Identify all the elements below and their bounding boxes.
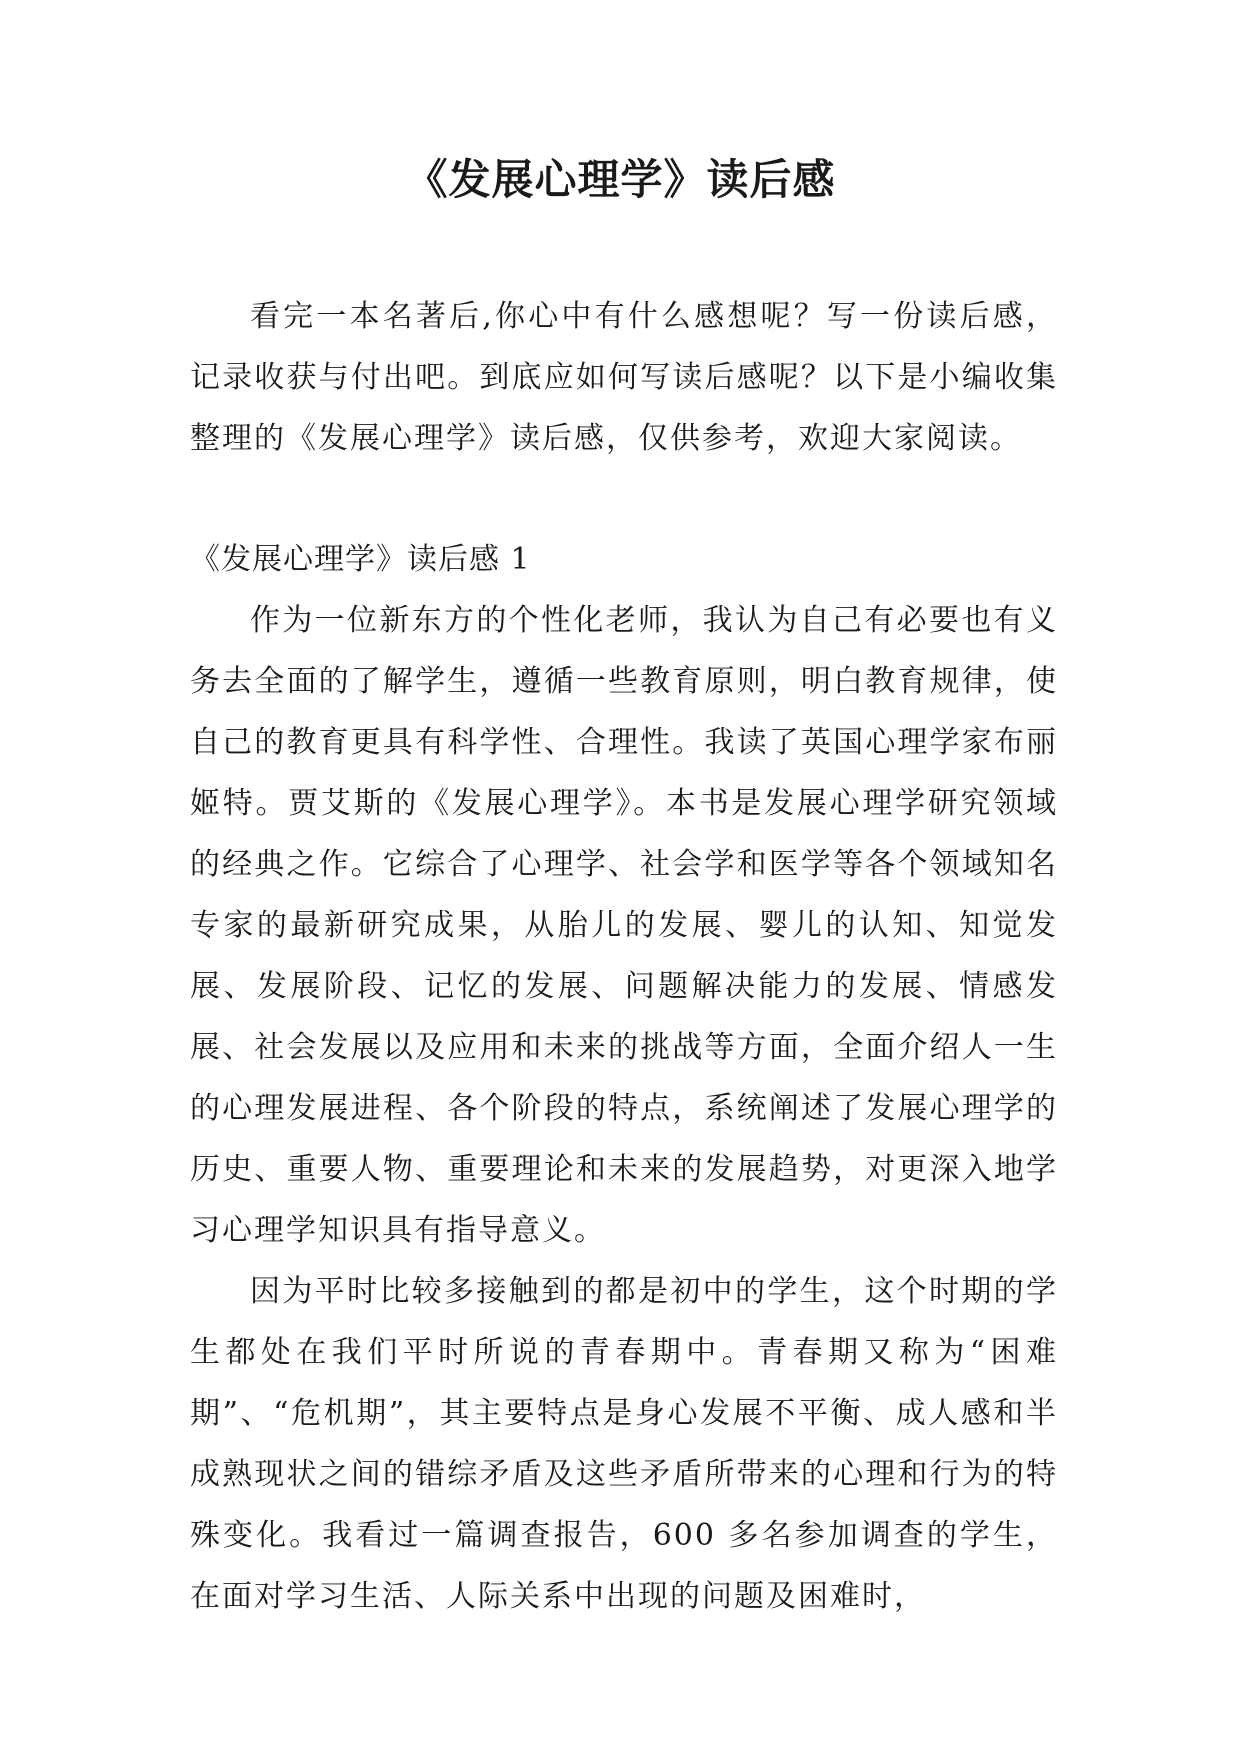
body-paragraph-2: 因为平时比较多接触到的都是初中的学生，这个时期的学生都处在我们平时所说的青春期中。青春期又称为“困难期”、“危机期”，其主要特点是身心发展不平衡、成人感和半成熟现状之间的错综矛盾及这些矛盾所带来的心理和行为的特殊变化。我看过一篇调查报告，600 多名参加调查的学生，在面对学习生活、人际关系中出现的问题及困难时， (190, 1274, 1058, 1614)
intro-paragraph: 看完一本名著后,你心中有什么感想呢？写一份读后感，记录收获与付出吧。到底应如何写读后感呢？以下是小编收集整理的《发展心理学》读后感，仅供参考，欢迎大家阅读。 (190, 299, 1058, 456)
body-paragraph-1: 作为一位新东方的个性化老师，我认为自己有必要也有义务去全面的了解学生，遵循一些教育原则，明白教育规律，使自己的教育更具有科学性、合理性。我读了英国心理学家布丽姬特。贾艾斯的《发展心理学》。本书是发展心理学研究领域的经典之作。它综合了心理学、社会学和医学等各个领域知名专家的最新研究成果，从胎儿的发展、婴儿的认知、知觉发展、发展阶段、记忆的发展、问题解决能力的发展、情感发展、社会发展以及应用和未来的挑战等方面，全面介绍人一生的心理发展进程、各个阶段的特点，系统阐述了发展心理学的历史、重要人物、重要理论和未来的发展趋势，对更深入地学习心理学知识具有指导意义。 (190, 603, 1058, 1248)
document-title: 《发展心理学》读后感 (405, 155, 836, 204)
section-heading: 《发展心理学》读后感 1 (190, 542, 531, 577)
document-body (190, 286, 1058, 1627)
